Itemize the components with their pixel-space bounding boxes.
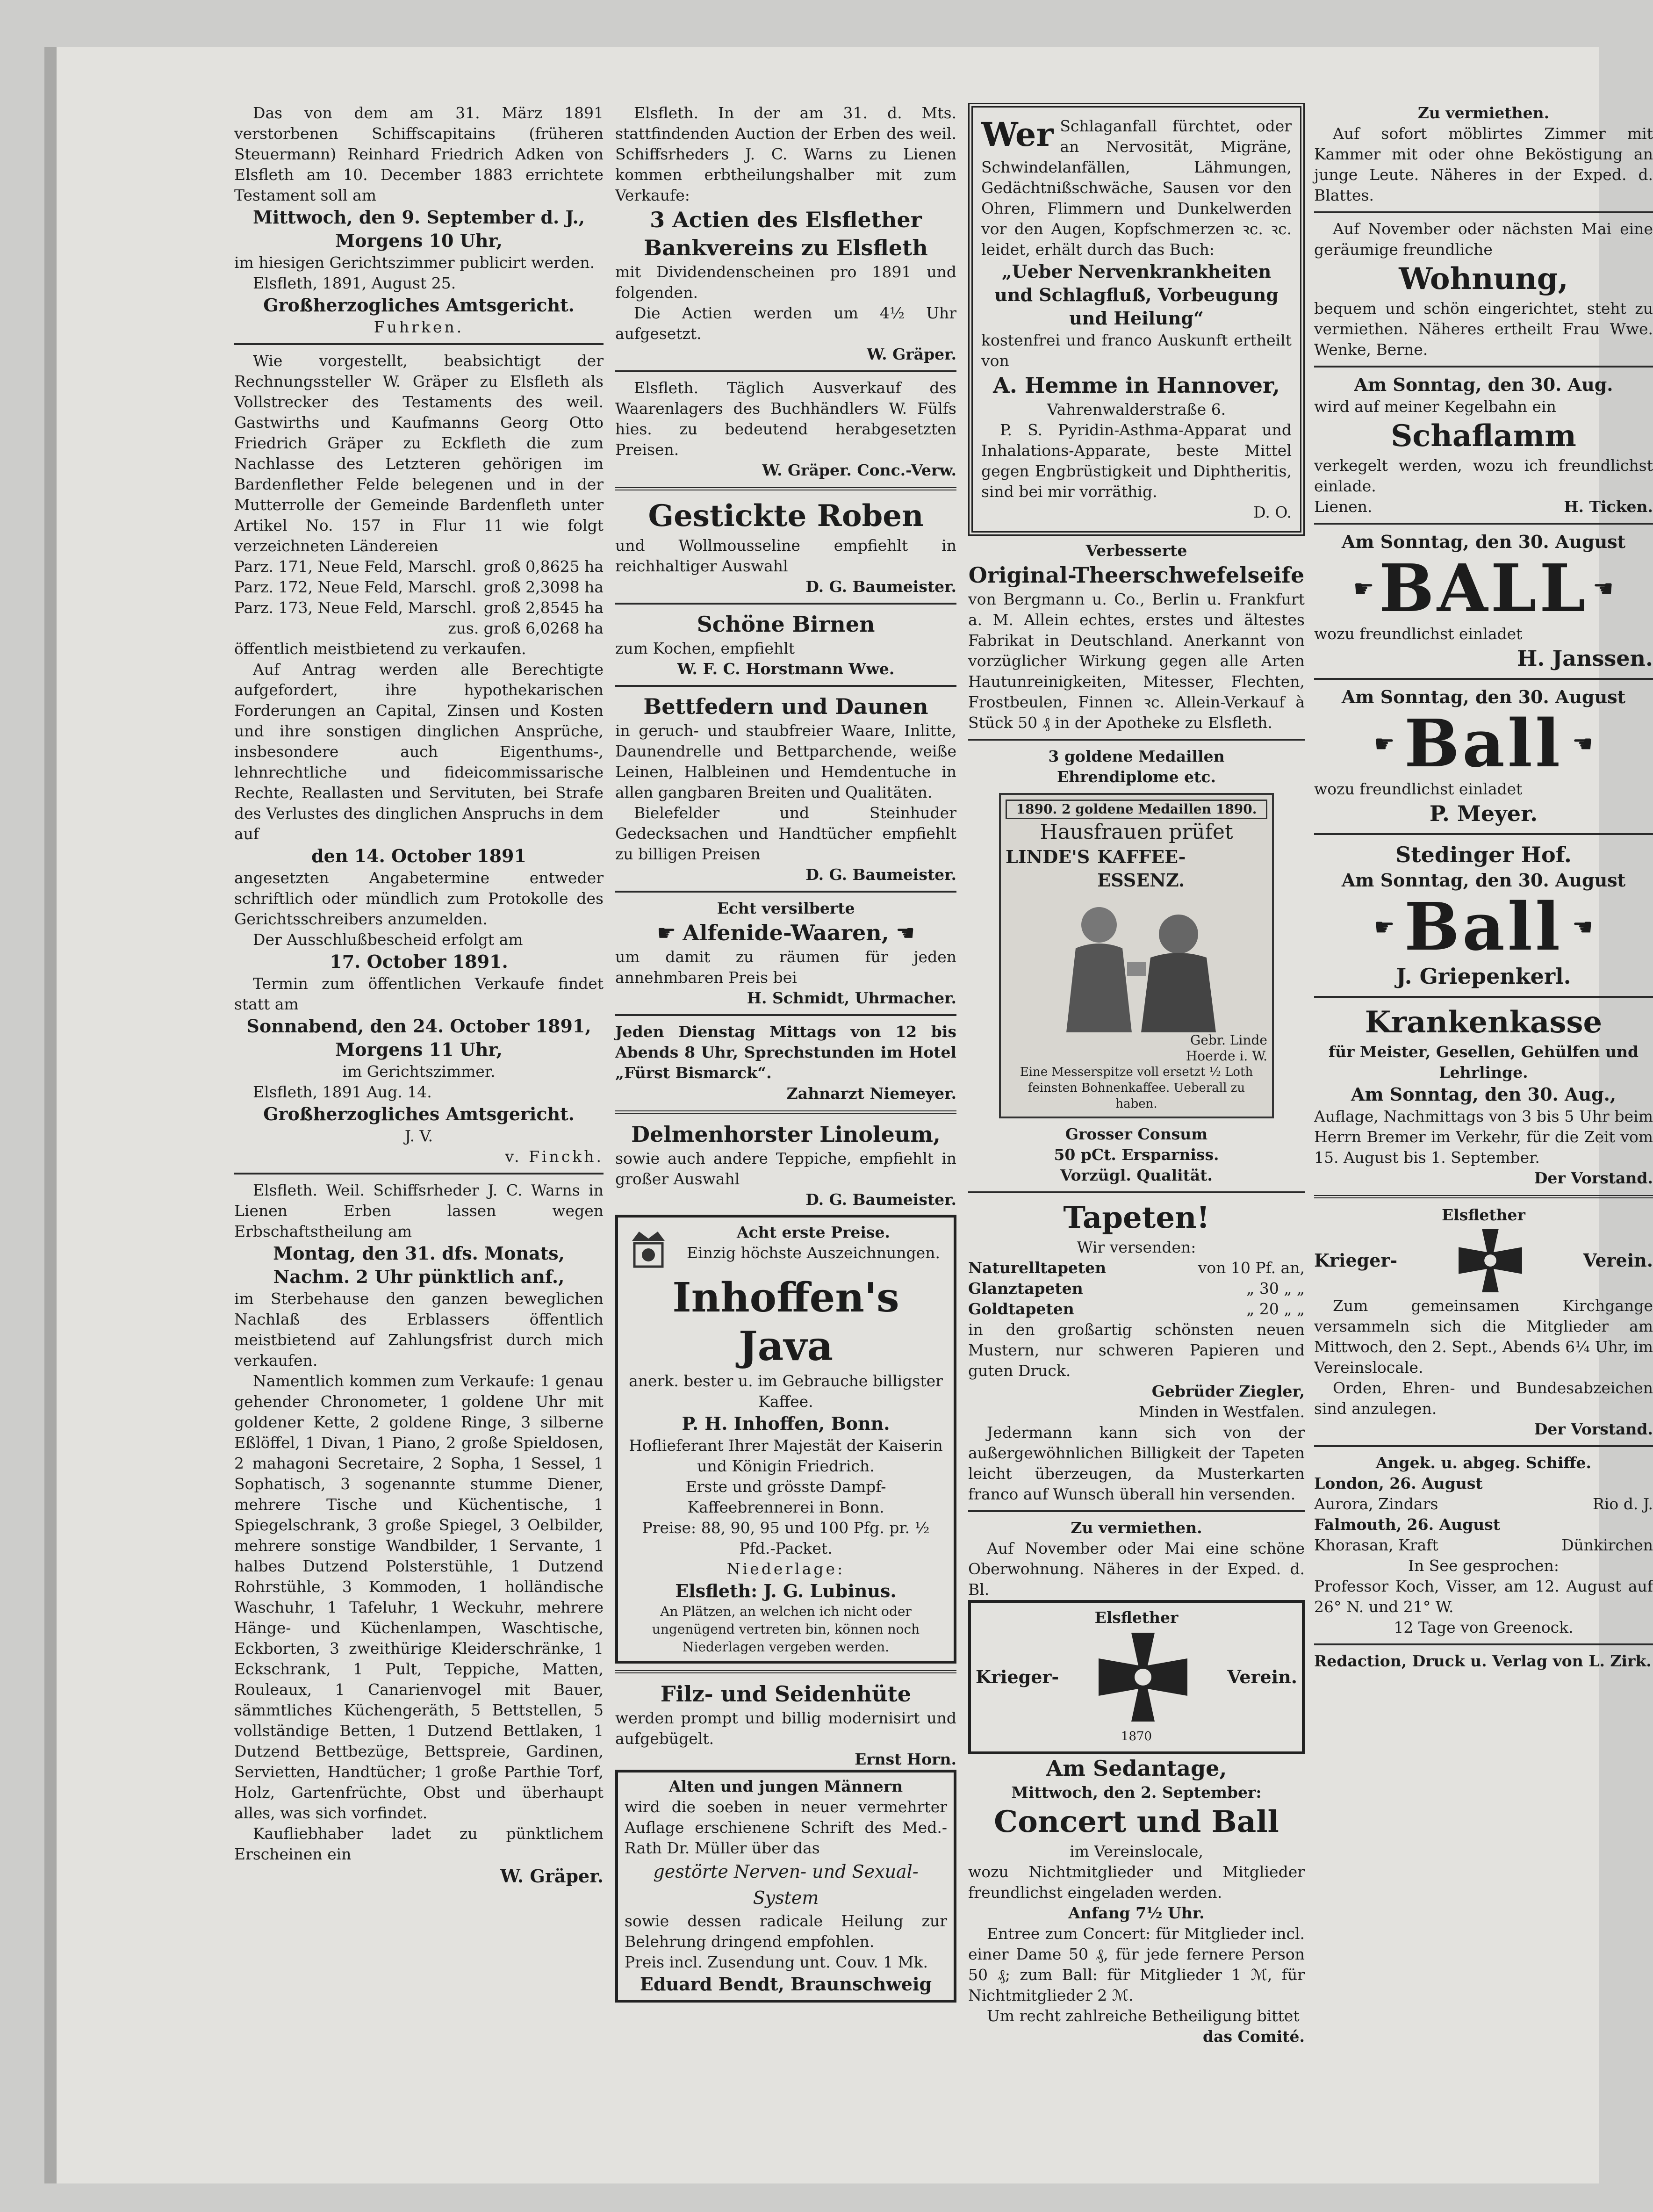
alfenide-ad	[615, 898, 956, 1009]
bendt-text: wird die soeben in neuer vermehrter Auflage erschienene Schrift des Med.-Rath Dr. Müller über das	[625, 1798, 947, 1857]
linde-banner: 1890. 2 goldene Medaillen 1890.	[1006, 800, 1267, 819]
krieger-left: Elsflether	[1094, 1608, 1179, 1627]
ball-ad-griepenkerl	[1314, 841, 1653, 990]
sedan-title: Am Sedantage,	[1046, 1756, 1227, 1781]
ball-ad-janssen	[1314, 530, 1653, 672]
divider	[1314, 1643, 1653, 1645]
wohnung-text: Auf November oder nächsten Mai eine geräumige freundliche	[1314, 220, 1653, 259]
seife-title: Original-Theerschwefelseife	[968, 562, 1305, 588]
divider	[615, 487, 956, 490]
birnen-signed: W. F. C. Horstmann Wwe.	[677, 660, 895, 678]
ball1-signed: H. Janssen.	[1516, 646, 1653, 671]
linde-city: Hoerde i. W.	[1186, 1048, 1267, 1064]
warns-date: Montag, den 31. dfs. Monats, Nachm. 2 Uhr pünktlich anf.,	[273, 1243, 565, 1287]
ball2-title-row	[1314, 706, 1653, 782]
sale-place: im Gerichtszimmer.	[342, 1062, 496, 1081]
divider	[234, 343, 604, 345]
schiffe-l7: 12 Tage von Greenock.	[1394, 1618, 1574, 1636]
java-top: Acht erste Preise.	[737, 1223, 890, 1241]
bendt-script: gestörte Nerven- und Sexual-System	[653, 1861, 919, 1908]
linde-illustration	[999, 793, 1274, 1118]
roben-signed: D. G. Baumeister.	[805, 577, 956, 596]
hemme-book: „Ueber Nervenkrankheiten und Schlagfluß, Vorbeugung und Heilung“	[994, 261, 1279, 329]
seife-text: von Bergmann u. Co., Berlin u. Frankfurt a. M. Allein echtes, erstes und ältestes Fabrikat in Deutschland. Anerkannt von vorzüglicher Wirkung gegen alle Arten Hautunreinigkeiten, Mitesser, Flechten, Frostbeulen, Finnen ꝛc. Allein-Verkauf à Stück 50 ₰ in der Apotheke zu Elsfleth.	[968, 590, 1305, 732]
roben-title: Gestickte Roben	[648, 498, 924, 533]
sedan-date: Mittwoch, den 2. September:	[1011, 1783, 1262, 1801]
alfenide-title-row	[615, 919, 956, 947]
verein-word2: Verein.	[1583, 1250, 1653, 1271]
sale-date: Sonnabend, den 24. October 1891,	[246, 1016, 591, 1037]
parcel-item: Parz. 172, Neue Feld, Marschl. groß 2,3098 ha	[234, 578, 604, 596]
hats-ad	[615, 1680, 956, 1770]
ship-row: Aurora, Zindars Rio d. J.	[1314, 1495, 1653, 1513]
apartment-ad	[968, 1518, 1305, 1600]
veterans-church-ad	[1314, 1205, 1653, 1440]
newspaper-page	[44, 47, 1653, 2183]
pointing-hand-icon: ☛	[657, 920, 676, 945]
dentist-ad	[615, 1022, 956, 1104]
verein-head: Elsflether	[1442, 1206, 1525, 1224]
pointing-hand-icon: ☛	[1373, 730, 1395, 757]
divider	[615, 1014, 956, 1016]
kasse-signed: Der Vorstand.	[1534, 1169, 1653, 1187]
bank-signed: W. Gräper.	[867, 345, 956, 363]
verein-text: Zum gemeinsamen Kirchgange versammeln sich die Mitglieder am Mittwoch, den 2. Sept., Abends 6¼ Uhr, im Vereinslocale.	[1314, 1297, 1653, 1376]
tapeten-sub: Wir versenden:	[1077, 1238, 1196, 1256]
java-line4: Hoflieferant Ihrer Majestät der Kaiserin und Königin Friedrich.	[629, 1436, 943, 1475]
schiffe-l5: In See gesprochen:	[1408, 1556, 1559, 1575]
divider	[1314, 833, 1653, 835]
divider	[1314, 678, 1653, 680]
sedan-text: wozu Nichtmitglieder und Mitglieder freundlichst eingeladen werden.	[968, 1863, 1305, 1902]
auction-claims: Auf Antrag werden alle Berechtigte aufgefordert, ihre hypothekarischen Forderungen an Capital, Zinsen und Kosten und ihre sonstigen dinglichen Ansprüche, insbesondere auch Eigenthums-, lehnrechtliche und fideicommissarische Rechte, Reallasten und Servituten, bei Strafe des Verlustes des dinglichen Anspruchs in dem auf	[234, 660, 604, 843]
wallpaper-ad	[968, 1199, 1305, 1505]
health-fund-ad	[1314, 1003, 1653, 1189]
huete-title: Filz- und Seidenhüte	[660, 1681, 912, 1707]
divider	[1314, 1445, 1653, 1447]
shipping-news	[1314, 1453, 1653, 1672]
linde-product: KAFFEE-ESSENZ.	[1097, 846, 1186, 891]
testament-notice	[234, 103, 604, 338]
bank-text3: Die Actien werden um 4½ Uhr aufgesetzt.	[615, 304, 956, 343]
schaflamm-date: Am Sonntag, den 30. Aug.	[1354, 374, 1613, 395]
divider	[1314, 211, 1653, 213]
ball1-text: wozu freundlichst einladet	[1314, 625, 1523, 643]
sedan-place: im Vereinslocale,	[1070, 1842, 1203, 1860]
ball3-head: Stedinger Hof.	[1395, 842, 1572, 867]
soap-ad	[968, 540, 1305, 733]
huete-signed: Ernst Horn.	[855, 1750, 956, 1768]
divider	[1314, 1195, 1653, 1198]
divider	[615, 370, 956, 372]
parcel-total: zus. groß 6,0268 ha	[448, 619, 604, 637]
ball3-date: Am Sonntag, den 30. August	[1341, 870, 1626, 891]
schaflamm-title: Schaflamm	[1391, 418, 1576, 454]
bank-text2: mit Dividendenscheinen pro 1891 und folgenden.	[615, 263, 956, 302]
ball-ad-meyer	[1314, 685, 1653, 828]
sedan-signed: das Comité.	[1203, 2027, 1305, 2046]
divider	[615, 685, 956, 687]
pointing-hand-icon: ☛	[1572, 730, 1594, 757]
testament-court: Großherzogliches Amtsgericht.	[263, 295, 575, 316]
fuelfs-text: Elsfleth. Täglich Ausverkauf des Waarenlagers des Buchhändlers W. Fülfs hies. zu bedeutend herabgesetzten Preisen.	[615, 379, 956, 459]
zahnarzt-signed: Zahnarzt Niemeyer.	[786, 1084, 956, 1102]
parcel-list	[234, 556, 604, 639]
pears-ad	[615, 610, 956, 679]
iron-cross-icon	[1455, 1225, 1525, 1296]
divider	[234, 1173, 604, 1174]
roben-ad	[615, 497, 956, 597]
ball3-title-row	[1314, 889, 1653, 965]
iron-cross-icon	[1094, 1628, 1192, 1726]
estate-sale-notice	[234, 1180, 604, 1888]
ball3-signed: J. Griepenkerl.	[1396, 964, 1571, 989]
divider	[968, 739, 1305, 741]
ball1-title-row	[1314, 550, 1653, 627]
auction-place: Elsfleth, 1891 Aug. 14.	[253, 1083, 432, 1101]
java-note: An Plätzen, an welchen ich nicht oder ungenügend vertreten bin, können noch Niederlagen vergeben werden.	[652, 1604, 920, 1655]
veterans-club-ad	[968, 1600, 1305, 1754]
flat-ad	[1314, 219, 1653, 360]
testament-place: Elsfleth, 1891, August 25.	[253, 274, 456, 292]
birnen-text: zum Kochen, empfiehlt	[615, 639, 795, 657]
pointing-hand-icon: ☛	[1373, 914, 1395, 941]
wohnung-title: Wohnung,	[1399, 261, 1568, 296]
ball2-date: Am Sonntag, den 30. August	[1341, 686, 1626, 707]
testament-date: Mittwoch, den 9. September d. J.,	[252, 207, 585, 228]
tapeten-title: Tapeten!	[1063, 1200, 1210, 1235]
tapeten-row: Glanztapeten „ 30 „ „	[968, 1279, 1305, 1297]
exclusion-date: 17. October 1891.	[330, 951, 508, 972]
sedan-entry: Entree zum Concert: für Mitglieder incl. einer Dame 50 ₰, für jede fernere Person 50 ₰; zum Ball: für Mitglieder 1 ℳ, für Nichtmitglieder 2 ℳ.	[968, 1924, 1305, 2004]
tapeten-text: in den großartig schönsten neuen Mustern, nur schweren Papieren und guten Druck.	[968, 1320, 1305, 1380]
tapeten-firm: Gebrüder Ziegler,	[1151, 1382, 1305, 1400]
auction-text: Wie vorgestellt, beabsichtigt der Rechnungssteller W. Gräper zu Elsfleth als Vollstrecker des Testaments des weil. Gastwirths und Kaufmanns Georg Otto Friedrich Gräper zu Eckfleth die zum Nachlasse des Letzteren gehörigen im Bardenflether Felde belegenen und in der Mutterrolle der Gemeinde Bardenfleth unter Artikel No. 157 in Flur 11 wie folgt verzeichneten Ländereien	[234, 352, 604, 555]
java-line5: Erste und grösste Dampf-Kaffeebrennerei in Bonn.	[685, 1477, 886, 1516]
divider	[615, 603, 956, 605]
java-price: Preise: 88, 90, 95 und 100 Pfg. pr. ½ Pfd.-Packet.	[642, 1519, 930, 1557]
birnen-title: Schöne Birnen	[697, 612, 875, 637]
divider	[615, 1670, 956, 1673]
hemme-intro: Wer Schlaganfall fürchtet, oder an Nervosität, Migräne, Schwindelanfällen, Lähmungen, Gedächtnißschwäche, Sausen vor den Ohren, Flimmern und Dunkelwerden vor den Augen, Kopfschmerzen ꝛc. ꝛc. leidet, erhält durch das Buch:	[981, 115, 1292, 259]
clearance-sale-ad	[615, 378, 956, 481]
java-coffee-ad	[615, 1215, 956, 1664]
schaflamm-text: wird auf meiner Kegelbahn ein	[1314, 397, 1556, 416]
parcel-item: Parz. 173, Neue Feld, Marschl. groß 2,8545 ha	[234, 598, 604, 617]
zimmer-text: Auf sofort möblirtes Zimmer mit Kammer mit oder ohne Beköstigung an junge Leute. Näheres in der Exped. d. Blattes.	[1314, 124, 1653, 204]
schiffe-title: Angek. u. abgeg. Schiffe.	[1375, 1454, 1592, 1472]
sedan-closing: Um recht zahlreiche Betheiligung bittet	[987, 2007, 1300, 2025]
schiffe-l3: Falmouth, 26. August	[1314, 1515, 1501, 1534]
linoleum-ad	[615, 1120, 956, 1210]
betten-text: in geruch- und staubfreier Waare, Inlitte, Daunendrelle und Bettparchende, weiße Leinen, Halbleinen und Hemdentuche in allen gangbaren Breiten und Qualitäten.	[615, 721, 956, 801]
column-4	[1314, 103, 1653, 1672]
column-2	[615, 103, 956, 2003]
health-book-ad	[615, 1770, 956, 2003]
pointing-hand-icon: ☛	[1353, 575, 1374, 602]
krieger-year: 1870	[1121, 1729, 1152, 1744]
pointing-hand-icon: ☛	[1593, 575, 1614, 602]
linde-brand: LINDE'S	[1006, 846, 1090, 867]
lamb-raffle-ad	[1314, 373, 1653, 517]
column-3	[968, 103, 1305, 2047]
warns-closing: Kaufliebhaber ladet zu pünktlichem Erscheinen ein	[234, 1824, 604, 1863]
bank-title: 3 Actien des Elsflether Bankvereins zu Elsfleth	[644, 207, 928, 260]
testament-signed: Fuhrken.	[374, 318, 464, 336]
pointing-hand-icon: ☛	[895, 920, 915, 945]
verein-word1: Krieger-	[1314, 1250, 1398, 1271]
sedan-day-ad	[968, 1754, 1305, 2047]
ball1-date: Am Sonntag, den 30. August	[1341, 531, 1626, 552]
crown-crest-icon	[623, 1222, 674, 1274]
nerve-book-ad	[968, 103, 1305, 536]
betten-text2: Bielefelder und Steinhuder Gedecksachen und Handtücher empfiehlt zu billigen Preisen	[615, 804, 956, 863]
linoleum-title: Delmenhorster Linoleum,	[631, 1122, 941, 1147]
linde-maker: Gebr. Linde	[1190, 1032, 1267, 1048]
term-text: angesetzten Angabetermine entweder schriftlich oder mündlich zum Protokolle des Gerichtsschreibers anzumelden.	[234, 869, 604, 928]
hemme-initials: D. O.	[1253, 503, 1292, 521]
bendt-signed: Eduard Bendt, Braunschweig	[640, 1974, 932, 1995]
testament-time: Morgens 10 Uhr,	[335, 230, 503, 251]
alfenide-pre: Echt versilberte	[717, 899, 855, 917]
testament-tail: im hiesigen Gerichtszimmer publicirt werden.	[234, 253, 595, 272]
krieger-word1: Krieger-	[976, 1666, 1059, 1687]
warns-text2: im Sterbehause den ganzen beweglichen Nachlaß des Erblassers öffentlich meistbietend auf Zahlungsfrist durch mich verkaufen.	[234, 1290, 604, 1369]
krieger-word2: Verein.	[1227, 1666, 1297, 1687]
hemme-street: Vahrenwalderstraße 6.	[1047, 400, 1226, 418]
krieger-row	[976, 1628, 1297, 1726]
land-auction-notice	[234, 351, 604, 1167]
ball2-signed: P. Meyer.	[1429, 801, 1538, 826]
exclusion-text: Der Ausschlußbescheid erfolgt am	[253, 930, 523, 949]
tapeten-row: Goldtapeten „ 20 „ „	[968, 1300, 1305, 1318]
schiffe-l1: London, 26. August	[1314, 1474, 1483, 1492]
kasse-sub: für Meister, Gesellen, Gehülfen und Lehrlinge.	[1328, 1043, 1639, 1081]
pointing-hand-icon: ☛	[1572, 914, 1594, 941]
linde-c1: Grosser Consum	[1065, 1125, 1208, 1143]
schiffe-l6: Professor Koch, Visser, am 12. August auf 26° N. und 21° W.	[1314, 1577, 1653, 1616]
linde-head: Hausfrauen prüfet	[1040, 820, 1233, 844]
warns-text: Elsfleth. Weil. Schiffsrheder J. C. Warns in Lienen Erben lassen wegen Erbschaftstheilung am	[234, 1181, 604, 1240]
warns-items: Namentlich kommen zum Verkaufe: 1 genau gehender Chronometer, 1 goldene Uhr mit goldener Kette, 2 goldene Ringe, 3 silberne Eßlöffel, 1 Divan, 1 Piano, 2 große Spieldosen, 2 mahagoni Secretaire, 2 Sopha, 1 Sessel, 1 Sophatisch, 3 sogenannte stumme Diener, mehrere Tische und Küchentische, 1 Spiegelschrank, 3 große Spiegel, 3 Oelbilder, mehrere sonstige Wandbilder, 1 Servante, 1 halbes Dutzend Polsterstühle, 1 Dutzend Rohrstühle, 3 Kommoden, 1 holländische Waschuhr, 1 Tafeluhr, 1 Weckuhr, mehrere Hänge- und Küchenlampen, Waschtische, Eckborten, 3 zweithürige Kleiderschränke, 1 Eckschrank, 1 Pult, Teppiche, Matten, Rouleaux, 1 Canarienvogel mit Bauer, sämmtliches Küchengeräth, 5 Bettstellen, 5 vollständige Betten, 1 Dutzend Bettlaken, 1 Dutzend Bettbezüge, Bettspreie, Gardinen, Servietten, Handtücher; 1 große Parthie Torf, Holz, Gartenfrüchte, Obst und überhaupt alles, was sich vorfindet.	[234, 1372, 604, 1822]
sedan-start: Anfang 7½ Uhr.	[1068, 1904, 1205, 1922]
alfenide-text: um damit zu räumen für jeden annehmbaren Preis bei	[615, 948, 956, 987]
coffee-essence-ad	[968, 746, 1305, 1186]
auction-iv: J. V.	[404, 1127, 433, 1145]
divider	[615, 891, 956, 893]
linoleum-text: sowie auch andere Teppiche, empfiehlt in großer Auswahl	[615, 1149, 956, 1188]
bendt-price: Preis incl. Zusendung unt. Couv. 1 Mk.	[625, 1953, 928, 1971]
java-text-block	[678, 1222, 949, 1274]
auction-signed: v. Finckh.	[505, 1147, 604, 1166]
java-line3: anerk. bester u. im Gebrauche billigster Kaffee.	[629, 1372, 943, 1411]
java-firm: P. H. Inhoffen, Bonn.	[682, 1413, 890, 1434]
auction-sale: öffentlich meistbietend zu verkaufen.	[234, 640, 526, 658]
zimmer-title: Zu vermiethen.	[1417, 104, 1550, 122]
zahnarzt-text: Jeden Dienstag Mittags von 12 bis Abends 8 Uhr, Sprechstunden im Hotel „Fürst Bismarck“.	[615, 1023, 956, 1082]
hemme-name: A. Hemme in Hannover,	[993, 373, 1280, 398]
linde-brand-row	[1006, 845, 1267, 892]
linde-note: Eine Messerspitze voll ersetzt ½ Loth feinsten Bohnenkaffee. Ueberall zu haben.	[1020, 1065, 1253, 1111]
hemme-wer: Wer	[981, 115, 1054, 154]
verein-row	[1314, 1225, 1653, 1296]
roben-text: und Wollmousseline empfiehlt in reichhaltiger Auswahl	[615, 536, 956, 575]
bedding-ad	[615, 692, 956, 885]
vermiethen-text: Auf November oder Mai eine schöne Oberwohnung. Näheres in der Exped. d. Bl.	[968, 1539, 1305, 1599]
tapeten-row: Naturelltapeten von 10 Pf. an,	[968, 1259, 1305, 1277]
imprint: Redaction, Druck u. Verlag von L. Zirk.	[1314, 1652, 1652, 1670]
auction-court: Großherzogliches Amtsgericht.	[263, 1103, 575, 1124]
hemme-ps: P. S. Pyridin-Asthma-Apparat und Inhalations-Apparate, beste Mittel gegen Engbrüstigkeit und Diphtheritis, sind bei mir vorräthig.	[981, 421, 1292, 501]
java-line2: Einzig höchste Auszeichnungen.	[687, 1244, 940, 1262]
verein-signed: Der Vorstand.	[1534, 1420, 1653, 1438]
java-brand: Inhoffen's Java	[672, 1274, 899, 1370]
sedan-main: Concert und Ball	[994, 1804, 1279, 1839]
kasse-title: Krankenkasse	[1365, 1005, 1603, 1040]
ball2-text: wozu freundlichst einladet	[1314, 780, 1523, 798]
divider	[615, 1110, 956, 1114]
betten-title: Bettfedern und Daunen	[643, 694, 928, 719]
verein-text2: Orden, Ehren- und Bundesabzeichen sind anzulegen.	[1314, 1379, 1653, 1418]
public-sale-text: Termin zum öffentlichen Verkaufe findet statt am	[234, 974, 604, 1013]
schaflamm-text2: verkegelt werden, wozu ich freundlichst einlade.	[1314, 456, 1653, 495]
sale-time: Morgens 11 Uhr,	[335, 1039, 503, 1060]
term-date: den 14. October 1891	[311, 845, 526, 866]
bank-shares-ad	[615, 103, 956, 365]
coffee-couple-illustration-icon	[1034, 892, 1239, 1032]
parcel-item: Parz. 171, Neue Feld, Marschl. groß 0,8625 ha	[234, 557, 604, 576]
divider	[1314, 523, 1653, 525]
tapeten-text2: Jedermann kann sich von der außergewöhnlichen Billigkeit der Tapeten leicht überzeugen, da Musterkarten franco auf Wunsch überall hin versenden.	[968, 1423, 1305, 1503]
bendt-head: Alten und jungen Männern	[668, 1777, 903, 1795]
huete-text: werden prompt und billig modernisirt und aufgebügelt.	[615, 1709, 956, 1748]
bank-text: Elsfleth. In der am 31. d. Mts. stattfindenden Auction der Erben des weil. Schiffsrheders J. C. Warns zu Lienen kommen erbtheilungshalber mit zum Verkaufe:	[615, 104, 956, 204]
linde-c2: 50 pCt. Ersparniss.	[1054, 1146, 1219, 1164]
bendt-text2: sowie dessen radicale Heilung zur Belehrung dringend empfohlen.	[625, 1912, 947, 1951]
kasse-date: Am Sonntag, den 30. Aug.,	[1351, 1084, 1617, 1105]
hemme-text2: kostenfrei und franco Auskunft ertheilt von	[981, 331, 1292, 370]
java-depot: Niederlage:	[726, 1560, 845, 1578]
testament-intro: Das von dem am 31. März 1891 verstorbenen Schiffscapitains (früheren Steuermann) Reinhard Friedrich Adken von Elsfleth am 10. December 1883 errichtete Testament soll am	[234, 104, 604, 204]
java-depot-name: Elsfleth: J. G. Lubinus.	[675, 1580, 897, 1601]
seife-pre: Verbesserte	[1085, 541, 1187, 560]
divider	[968, 1510, 1305, 1512]
alfenide-signed: H. Schmidt, Uhrmacher.	[747, 989, 956, 1007]
room-ad	[1314, 103, 1653, 206]
wohnung-text2: bequem und schön eingerichtet, steht zu vermiethen. Näheres ertheilt Frau Wwe. Wenke, Berne.	[1314, 299, 1653, 359]
column-1	[234, 103, 604, 1888]
linoleum-signed: D. G. Baumeister.	[805, 1190, 956, 1209]
tapeten-city: Minden in Westfalen.	[1139, 1403, 1305, 1421]
divider	[1314, 366, 1653, 367]
linde-l2: Ehrendiplome etc.	[1057, 768, 1216, 786]
ship-row: Khorasan, Kraft Dünkirchen	[1314, 1536, 1653, 1554]
fuelfs-signed: W. Gräper. Conc.-Verw.	[762, 461, 956, 479]
schaflamm-footer: Lienen. H. Ticken.	[1314, 497, 1653, 516]
vermiethen-title: Zu vermiethen.	[1071, 1519, 1202, 1537]
linde-l1: 3 goldene Medaillen	[1048, 747, 1225, 765]
divider	[1314, 996, 1653, 998]
kasse-text: Auflage, Nachmittags von 3 bis 5 Uhr beim Herrn Bremer im Verkehr, für die Zeit vom 15. August bis 1. September.	[1314, 1107, 1653, 1167]
warns-signed: W. Gräper.	[500, 1866, 604, 1887]
betten-signed: D. G. Baumeister.	[805, 865, 956, 884]
ball3-title: Ball	[1404, 889, 1563, 965]
divider	[968, 1191, 1305, 1193]
linde-c3: Vorzügl. Qualität.	[1060, 1166, 1213, 1184]
ball2-title: Ball	[1404, 706, 1563, 782]
ball1-title: BALL	[1379, 550, 1588, 627]
java-header	[623, 1222, 949, 1274]
alfenide-title: Alfenide-Waaren,	[683, 920, 889, 945]
